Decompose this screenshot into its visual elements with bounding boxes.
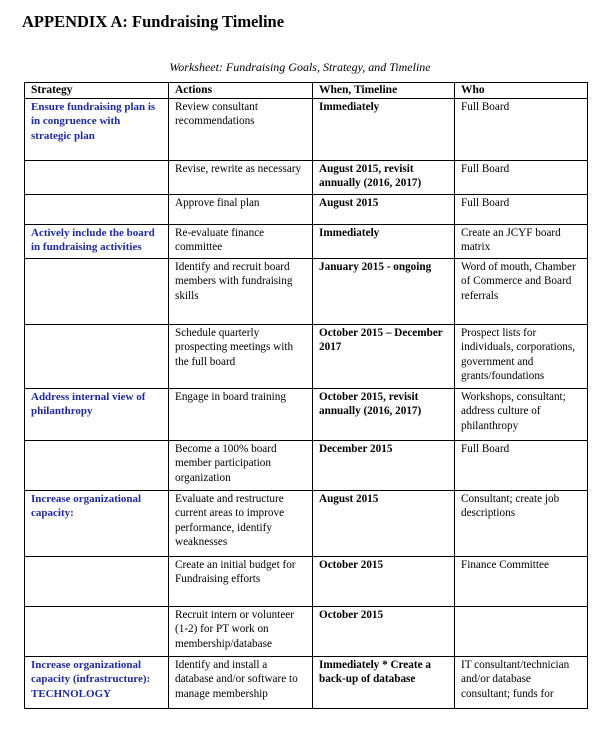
table-row: [25, 556, 588, 606]
strategy-cell: Increase organizational capacity:: [25, 490, 169, 556]
action-cell: Revise, rewrite as necessary: [169, 160, 313, 194]
page-title: APPENDIX A: Fundraising Timeline: [22, 12, 285, 31]
table-row: [25, 160, 588, 194]
table-row: [25, 98, 588, 160]
table-row: [25, 440, 588, 490]
action-cell: Review consultant recommendations: [169, 98, 313, 160]
who-cell: Full Board: [455, 98, 588, 160]
action-cell: Recruit intern or volunteer (1-2) for PT work on membership/database: [169, 606, 313, 656]
when-cell: Immediately: [313, 224, 455, 258]
strategy-cell: [25, 440, 169, 490]
strategy-cell: Actively include the board in fundraising activities: [25, 224, 169, 258]
who-cell: Workshops, consultant; address culture of philanthropy: [455, 388, 588, 440]
who-cell: Word of mouth, Chamber of Commerce and Board referrals: [455, 258, 588, 324]
action-cell: Identify and recruit board members with fundraising skills: [169, 258, 313, 324]
when-cell: August 2015: [313, 194, 455, 224]
action-cell: Engage in board training: [169, 388, 313, 440]
strategy-cell: [25, 556, 169, 606]
when-cell: January 2015 - ongoing: [313, 258, 455, 324]
table-row: [25, 606, 588, 656]
who-cell: Finance Committee: [455, 556, 588, 606]
header-who: Who: [455, 83, 588, 99]
action-cell: Re-evaluate finance committee: [169, 224, 313, 258]
header-actions: Actions: [169, 83, 313, 99]
who-cell: Full Board: [455, 194, 588, 224]
fundraising-timeline-table: [24, 82, 588, 709]
strategy-cell: [25, 324, 169, 388]
strategy-cell: [25, 606, 169, 656]
when-cell: October 2015 – December 2017: [313, 324, 455, 388]
who-cell: [455, 606, 588, 656]
strategy-cell: Ensure fundraising plan is in congruence with strategic plan: [25, 98, 169, 160]
strategy-cell: Increase organizational capacity (infrastructure): TECHNOLOGY: [25, 656, 169, 708]
action-cell: Become a 100% board member participation organization: [169, 440, 313, 490]
table-row: [25, 656, 588, 708]
who-cell: Consultant; create job descriptions: [455, 490, 588, 556]
header-when-timeline: When, Timeline: [313, 83, 455, 99]
table-row: [25, 258, 588, 324]
strategy-cell: [25, 160, 169, 194]
action-cell: Approve final plan: [169, 194, 313, 224]
who-cell: Prospect lists for individuals, corporations, government and grants/foundations: [455, 324, 588, 388]
action-cell: Evaluate and restructure current areas to improve performance, identify weaknesses: [169, 490, 313, 556]
action-cell: Identify and install a database and/or software to manage membership: [169, 656, 313, 708]
table-row: [25, 388, 588, 440]
action-cell: Create an initial budget for Fundraising efforts: [169, 556, 313, 606]
table-row: [25, 224, 588, 258]
strategy-cell: Address internal view of philanthropy: [25, 388, 169, 440]
table-row: [25, 324, 588, 388]
when-cell: October 2015, revisit annually (2016, 2017): [313, 388, 455, 440]
when-cell: August 2015: [313, 490, 455, 556]
who-cell: Full Board: [455, 440, 588, 490]
header-strategy: Strategy: [25, 83, 169, 99]
when-cell: Immediately * Create a back-up of database: [313, 656, 455, 708]
strategy-cell: [25, 258, 169, 324]
when-cell: October 2015: [313, 606, 455, 656]
action-cell: Schedule quarterly prospecting meetings with the full board: [169, 324, 313, 388]
who-cell: Full Board: [455, 160, 588, 194]
when-cell: August 2015, revisit annually (2016, 2017): [313, 160, 455, 194]
table-row: [25, 194, 588, 224]
when-cell: December 2015: [313, 440, 455, 490]
who-cell: IT consultant/technician and/or database consultant; funds for: [455, 656, 588, 708]
when-cell: October 2015: [313, 556, 455, 606]
worksheet-caption: Worksheet: Fundraising Goals, Strategy, and Timeline: [169, 60, 431, 74]
table-header-row: [25, 83, 588, 99]
strategy-cell: [25, 194, 169, 224]
when-cell: Immediately: [313, 98, 455, 160]
who-cell: Create an JCYF board matrix: [455, 224, 588, 258]
table-row: [25, 490, 588, 556]
